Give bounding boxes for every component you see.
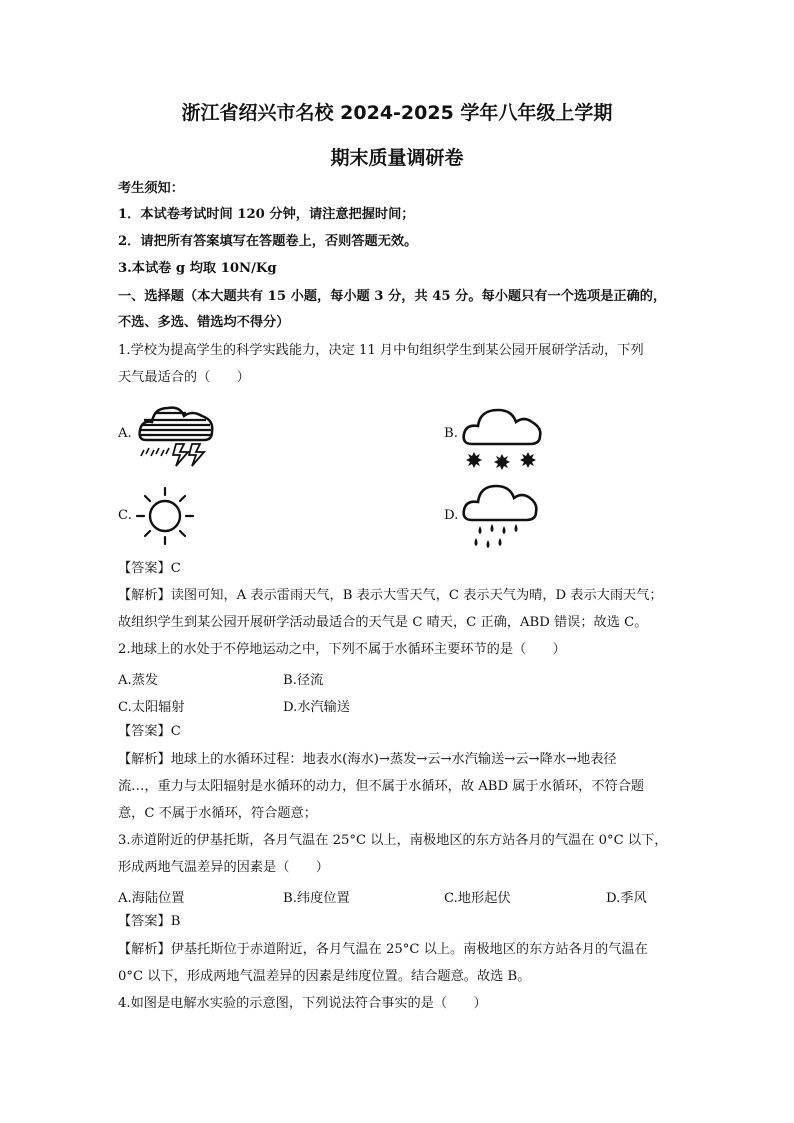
q1-analysis: 【解析】读图可知，A 表示雷雨天气，B 表示大雪天气，C 表示天气为晴，D 表示大雨天气； [118,588,663,603]
q3-answer: 【答案】B [118,914,181,929]
heavy-snow-icon [460,400,546,472]
q3-analysis: 【解析】伊基托斯位于赤道附近，各月气温在 25°C 以上。南极地区的东方站各月的气温在 [118,942,648,957]
notice-item-1: 1．本试卷考试时间 120 分钟，请注意把握时间； [118,207,415,222]
q3-option-c: C.地形起伏 [444,891,511,906]
q2-option-a: A.蒸发 [118,673,159,688]
q2-analysis-cont2: 意，C 不属于水循环，符合题意； [118,806,317,821]
q2-option-d: D.水汽输送 [283,700,351,715]
q3-option-a: A.海陆位置 [118,891,185,906]
page-subtitle: 期末质量调研卷 [330,147,464,169]
q3-analysis-cont: 0°C 以下，形成两地气温差异的因素是纬度位置。结合题意。故选 B。 [118,969,531,984]
q3-stem-cont: 形成两地气温差异的因素是（ ） [118,860,329,875]
q3-stem: 3.赤道附近的伊基托斯，各月气温在 25°C 以上，南极地区的东方站各月的气温在 0°C 以下， [118,833,668,848]
q2-analysis: 【解析】地球上的水循环过程：地表水(海水)→蒸发→云→水汽输送→云→降水→地表径 [118,752,617,767]
sunny-icon [134,485,196,547]
q2-option-c: C.太阳辐射 [118,700,185,715]
q1-option-b-label: B. [444,426,458,441]
q2-analysis-cont: 流…，重力与太阳辐射是水循环的动力，但不属于水循环，故 ABD 属于水循环，不符合题 [118,779,645,794]
page-title: 浙江省绍兴市名校 2024-2025 学年八年级上学期 [181,102,613,124]
q3-option-d: D.季风 [606,891,647,906]
notice-item-2: 2．请把所有答案填写在答题卷上，否则答题无效。 [118,234,418,249]
q1-option-c-label: C. [118,508,132,523]
section-heading: 一、选择题（本大题共有 15 小题，每小题 3 分，共 45 分。每小题只有一个选项是正确的， [118,289,667,304]
q2-stem: 2.地球上的水处于不停地运动之中，下列不属于水循环主要环节的是（ ） [118,642,566,657]
thunderstorm-icon [136,398,218,470]
q1-stem: 1.学校为提高学生的科学实践能力，决定 11 月中旬组织学生到某公园开展研学活动，下列 [118,343,644,358]
heavy-rain-icon [460,478,540,552]
q1-option-a-label: A. [118,426,132,441]
q2-answer: 【答案】C [118,724,181,739]
notice-heading: 考生须知： [118,181,184,196]
q1-option-d-label: D. [444,508,459,523]
q4-stem: 4.如图是电解水实验的示意图，下列说法符合事实的是（ ） [118,996,487,1011]
section-heading-cont: 不选、多选、错选均不得分） [118,315,290,330]
q1-analysis-cont: 故组织学生到某公园开展研学活动最适合的天气是 C 晴天，C 正确，ABD 错误；故选 C。 [118,615,648,630]
q2-option-b: B.径流 [283,673,324,688]
q1-stem-cont: 天气最适合的（ ） [118,370,250,385]
q3-option-b: B.纬度位置 [283,891,350,906]
notice-item-3: 3.本试卷 g 均取 10N/Kg [118,261,277,276]
q1-answer: 【答案】C [118,561,181,576]
